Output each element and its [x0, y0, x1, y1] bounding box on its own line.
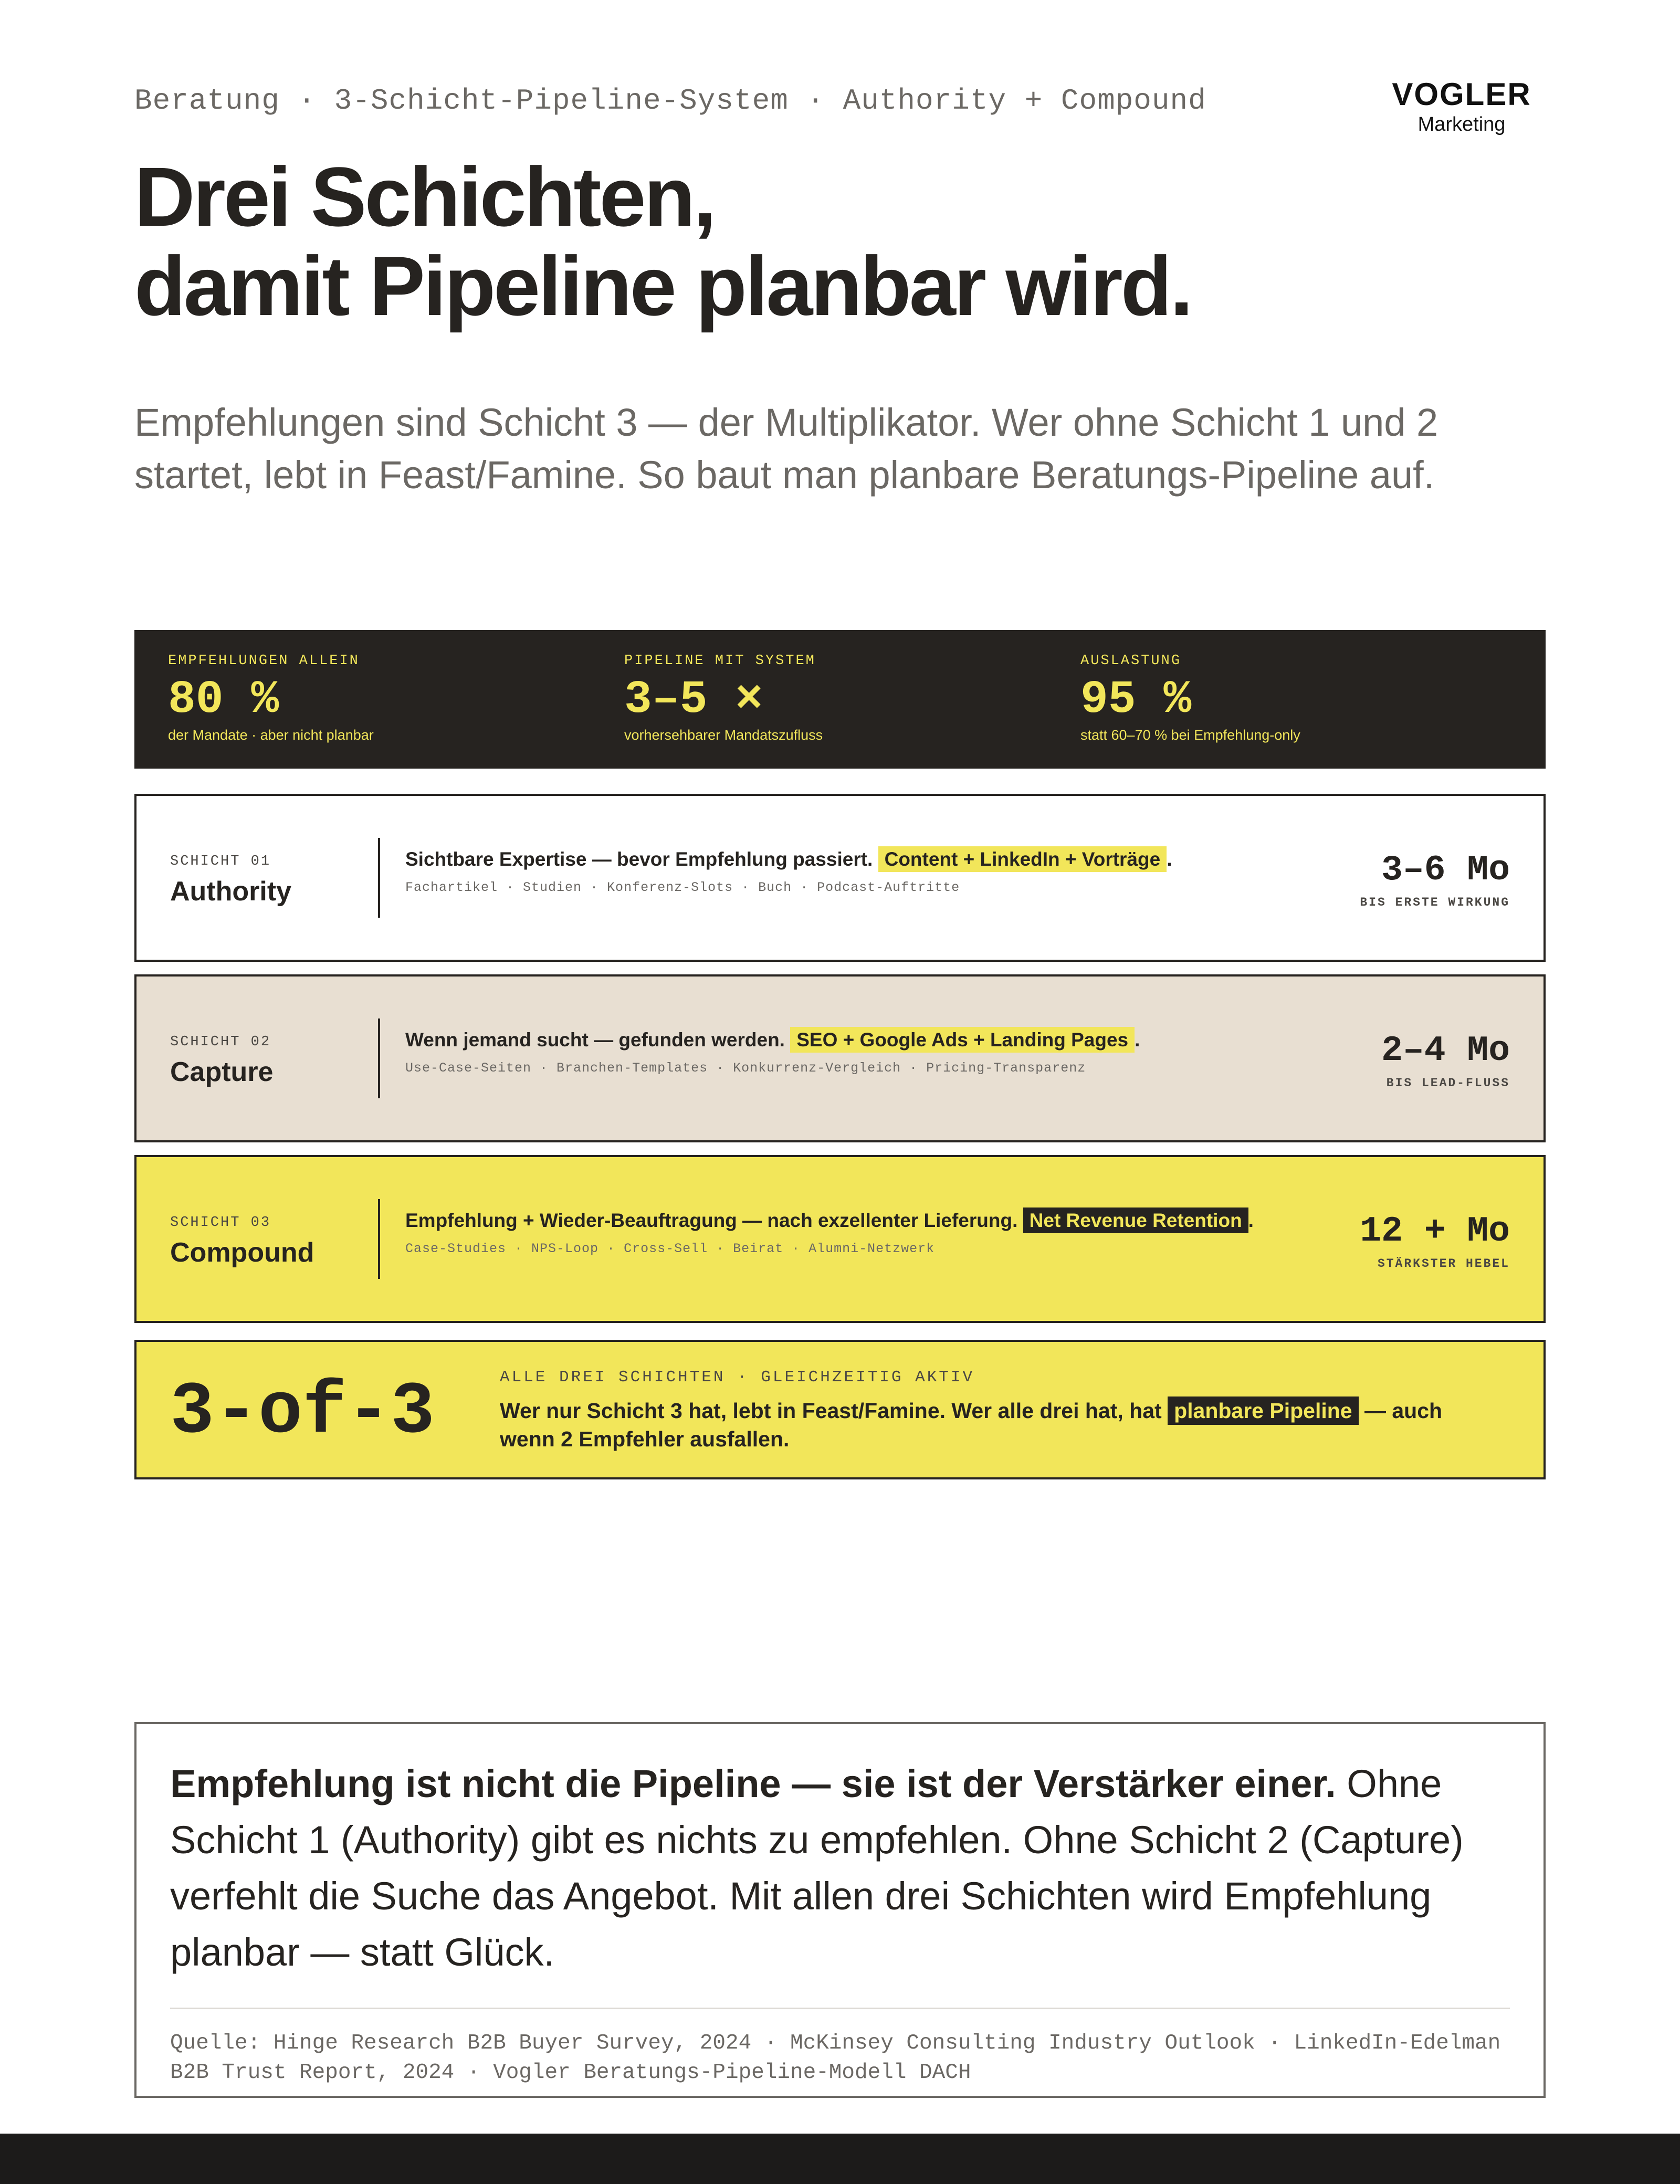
- title-line-2: damit Pipeline planbar wird.: [134, 239, 1191, 333]
- layer-tags: Use-Case-Seiten · Branchen-Templates · Konkurrenz-Vergleich · Pricing-Transparenz: [405, 1060, 1086, 1076]
- footer-bar: [0, 2134, 1680, 2184]
- layer-highlight: Content + LinkedIn + Vorträge: [878, 846, 1167, 872]
- layer-tags: Case-Studies · NPS-Loop · Cross-Sell · Beirat · Alumni-Netzwerk: [405, 1241, 935, 1256]
- stats-bar: [134, 630, 1546, 769]
- stat-value: 95 %: [1080, 674, 1192, 726]
- layer-suffix: .: [1167, 848, 1172, 870]
- stat-label: EMPFEHLUNGEN ALLEIN: [168, 653, 360, 669]
- layer-suffix: .: [1135, 1029, 1140, 1051]
- layer-card-authority: [134, 794, 1546, 962]
- layer-highlight: Net Revenue Retention: [1023, 1208, 1248, 1233]
- summary-quote: [170, 1756, 1514, 1980]
- layer-duration-label: BIS ERSTE WIRKUNG: [1360, 896, 1510, 909]
- layer-duration: 2–4 Mo: [1381, 1031, 1510, 1071]
- stat-note: statt 60–70 % bei Empfehlung-only: [1080, 727, 1300, 743]
- layer-card-compound: [134, 1155, 1546, 1323]
- stat-note: der Mandate · aber nicht planbar: [168, 727, 374, 743]
- layer-kicker: SCHICHT 02: [170, 1034, 271, 1050]
- stat-label: PIPELINE MIT SYSTEM: [624, 653, 816, 669]
- summary-quote-rest: Ohne Schicht 1 (Authority) gibt es nichts zu empfehlen. Ohne Schicht 2 (Capture) verfehlt die Suche das Angebot. Mit allen drei Schichten wird Empfehlung planbar — statt Glück.: [170, 1762, 1464, 1974]
- layer-suffix: .: [1248, 1210, 1254, 1231]
- layer-description: [405, 848, 1403, 870]
- layer-duration: 12 + Mo: [1360, 1211, 1510, 1252]
- layer-duration: 3–6 Mo: [1381, 850, 1510, 890]
- layer-tags: Fachartikel · Studien · Konferenz-Slots · Buch · Podcast-Auftritte: [405, 880, 960, 895]
- callout-text-after: — auch wenn 2 Empfehler ausfallen.: [500, 1399, 1443, 1451]
- source-citation: Quelle: Hinge Research B2B Buyer Survey, 2024 · McKinsey Consulting Industry Outlook · LinkedIn-Edelman B2B Trust Report, 2024 · Vogler Beratungs-Pipeline-Modell DACH: [170, 2031, 1501, 2085]
- layer-name: Authority: [170, 876, 292, 907]
- stat-note: vorhersehbarer Mandatszufluss: [624, 727, 823, 743]
- callout-headline: 3-of-3: [170, 1371, 435, 1454]
- layer-duration-label: BIS LEAD-FLUSS: [1386, 1076, 1510, 1090]
- stat-value: 80 %: [168, 674, 279, 726]
- layer-description: [405, 1210, 1403, 1232]
- layer-name: Compound: [170, 1237, 314, 1268]
- page-title: [134, 152, 1191, 331]
- stat-value: 3–5 ×: [624, 674, 763, 726]
- logo-wordmark: VOGLER: [1392, 77, 1531, 112]
- layer-divider: [378, 1018, 380, 1098]
- layer-highlight: SEO + Google Ads + Landing Pages: [790, 1027, 1135, 1053]
- callout-highlight: planbare Pipeline: [1168, 1396, 1359, 1425]
- stat-label: AUSLASTUNG: [1080, 653, 1182, 669]
- layer-duration-label: STÄRKSTER HEBEL: [1377, 1257, 1510, 1270]
- logo-subtitle: Marketing: [1418, 113, 1506, 135]
- brand-logo: [1378, 79, 1546, 134]
- layer-description: [405, 1029, 1403, 1051]
- callout-text-before: Wer nur Schicht 3 hat, lebt in Feast/Famine. Wer alle drei hat, hat: [500, 1399, 1162, 1423]
- layer-description-text: Empfehlung + Wieder-Beauftragung — nach exzellenter Lieferung.: [405, 1210, 1018, 1231]
- layer-divider: [378, 838, 380, 918]
- lead-paragraph: Empfehlungen sind Schicht 3 — der Multiplikator. Wer ohne Schicht 1 und 2 startet, lebt in Feast/Famine. So baut man planbare Beratungs-Pipeline auf.: [134, 401, 1438, 497]
- layer-kicker: SCHICHT 03: [170, 1215, 271, 1231]
- layer-card-capture: [134, 974, 1546, 1142]
- layer-name: Capture: [170, 1057, 274, 1087]
- callout-3-of-3: [134, 1340, 1546, 1479]
- divider: [170, 2008, 1510, 2009]
- layer-description-text: Sichtbare Expertise — bevor Empfehlung passiert.: [405, 848, 873, 870]
- layer-divider: [378, 1199, 380, 1279]
- summary-quote-bold: Empfehlung ist nicht die Pipeline — sie ist der Verstärker einer.: [170, 1762, 1336, 1805]
- layer-description-text: Wenn jemand sucht — gefunden werden.: [405, 1029, 785, 1051]
- title-line-1: Drei Schichten,: [134, 150, 715, 244]
- callout-kicker: ALLE DREI SCHICHTEN · GLEICHZEITIG AKTIV: [500, 1368, 975, 1387]
- layer-kicker: SCHICHT 01: [170, 854, 271, 869]
- callout-text: [500, 1396, 1487, 1453]
- breadcrumb: Beratung · 3-Schicht-Pipeline-System · Authority + Compound: [134, 84, 1206, 118]
- summary-quote-box: [134, 1722, 1546, 2098]
